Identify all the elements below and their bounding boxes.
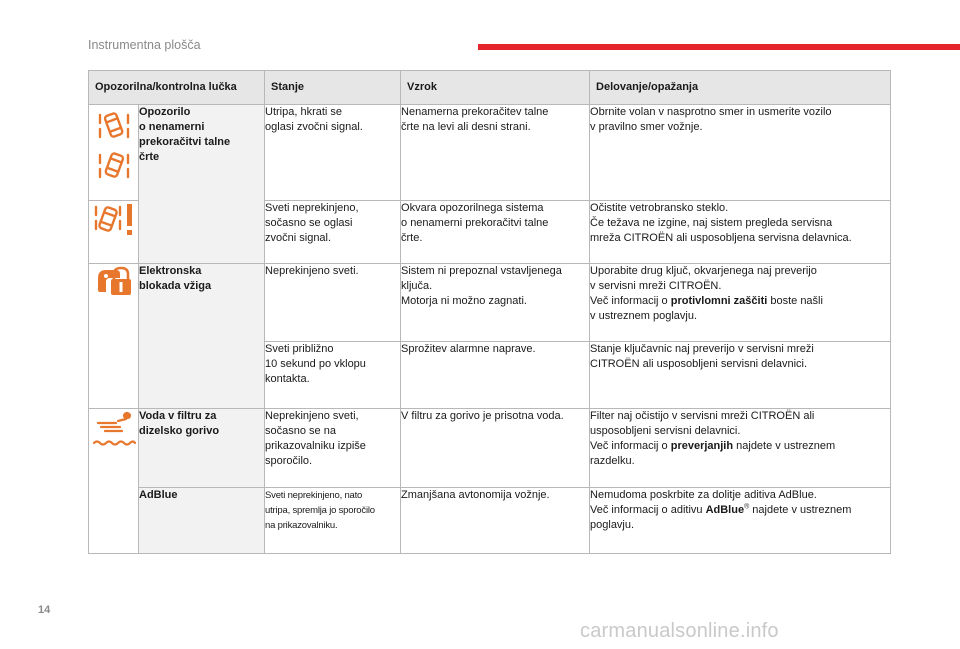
lane-departure-icon	[94, 105, 134, 185]
registered-mark: ®	[744, 503, 750, 511]
state-cell	[265, 488, 401, 554]
header-action: Delovanje/opažanja	[590, 71, 891, 105]
header-light: Opozorilna/kontrolna lučka	[89, 71, 265, 105]
action-cell	[590, 342, 891, 409]
action-text-end: boste našli v ustreznem poglavju.	[590, 295, 823, 322]
action-text: Obrnite volan v nasprotno smer in usmerite vozilo v pravilno smer vožnje.	[590, 106, 832, 133]
table-row	[89, 264, 891, 342]
watermark: carmanualsonline.info	[580, 620, 779, 642]
cause-text: Okvara opozorilnega sistema o nenamerni prekoračitvi talne črte.	[401, 202, 549, 244]
action-cell	[590, 264, 891, 342]
page-number: 14	[38, 604, 51, 616]
cause-text: Zmanjšana avtonomija vožnje.	[401, 489, 550, 501]
cause-cell	[401, 201, 590, 264]
light-name-water	[139, 409, 265, 488]
action-cell	[590, 105, 891, 201]
action-text: Uporabite drug ključ, okvarjenega naj preverijo v servisni mreži CITROËN. Več informacij o	[590, 265, 817, 307]
light-name-immobiliser-label: Elektronska blokada vžiga	[139, 265, 212, 292]
action-text-end: najdete v ustreznem razdelku.	[590, 440, 836, 467]
action-cell	[590, 409, 891, 488]
table-header-row	[89, 71, 891, 105]
state-cell	[265, 264, 401, 342]
warning-lights-table	[88, 70, 891, 554]
header-state: Stanje	[265, 71, 401, 105]
header-accent-bar	[478, 44, 960, 50]
action-emphasis: AdBlue	[705, 504, 745, 516]
action-text: Filter naj očistijo v servisni mreži CITROËN ali usposobljeni servisni delavnici. Več informacij o	[590, 410, 815, 452]
action-emphasis: preverjanjih	[670, 440, 734, 452]
table-row	[89, 488, 891, 554]
table-row	[89, 409, 891, 488]
state-cell	[265, 342, 401, 409]
action-text-end: najdete v ustreznem poglavju.	[590, 504, 852, 531]
action-text: Stanje ključavnic naj preverijo v servisni mreži CITROËN ali usposobljeni servisni delavnici.	[590, 343, 814, 370]
light-name-lane-label: Opozorilo o nenamerni prekoračitvi talne črte	[139, 106, 231, 163]
cause-cell	[401, 342, 590, 409]
light-name-water-label: Voda v filtru za dizelsko gorivo	[139, 410, 220, 437]
cause-text: Nenamerna prekoračitev talne črte na levi ali desni strani.	[401, 106, 549, 133]
section-title: Instrumentna plošča	[88, 38, 201, 52]
state-cell	[265, 409, 401, 488]
cause-text: V filtru za gorivo je prisotna voda.	[401, 410, 564, 422]
state-text: Neprekinjeno sveti.	[265, 265, 359, 277]
action-text: Očistite vetrobransko steklo. Če težava ne izgine, naj sistem pregleda servisna mreža CITROËN ali usposobljena servisna delavnica.	[590, 202, 852, 244]
water-in-fuel-icon	[92, 409, 136, 449]
lane-departure-fault-icon	[92, 201, 136, 241]
cause-cell	[401, 409, 590, 488]
icon-cell	[89, 105, 139, 201]
light-name-immobiliser	[139, 264, 265, 409]
light-name-adblue-label: AdBlue	[139, 489, 178, 501]
cause-text: Sprožitev alarmne naprave.	[401, 343, 536, 355]
immobiliser-key-icon	[94, 264, 134, 298]
light-name-lane	[139, 105, 265, 264]
light-name-adblue	[139, 488, 265, 554]
cause-cell	[401, 264, 590, 342]
action-cell	[590, 488, 891, 554]
action-emphasis: protivlomni zaščiti	[670, 295, 768, 307]
action-text: Nemudoma poskrbite za dolitje aditiva AdBlue. Več informacij o aditivu	[590, 489, 817, 516]
cause-cell	[401, 488, 590, 554]
icon-cell	[89, 201, 139, 264]
state-text: Sveti neprekinjeno, nato utripa, spremlja jo sporočilo na prikazovalniku.	[265, 490, 375, 531]
state-text: Sveti neprekinjeno, sočasno se oglasi zvočni signal.	[265, 202, 359, 244]
table-row	[89, 105, 891, 201]
state-text: Neprekinjeno sveti, sočasno se na prikazovalniku izpiše sporočilo.	[265, 410, 366, 467]
action-cell	[590, 201, 891, 264]
icon-cell	[89, 409, 139, 554]
state-text: Utripa, hkrati se oglasi zvočni signal.	[265, 106, 363, 133]
header-cause: Vzrok	[401, 71, 590, 105]
cause-text: Sistem ni prepoznal vstavljenega ključa. Motorja ni možno zagnati.	[401, 265, 562, 307]
state-text: Sveti približno 10 sekund po vklopu kontakta.	[265, 343, 366, 385]
state-cell	[265, 201, 401, 264]
state-cell	[265, 105, 401, 201]
icon-cell	[89, 264, 139, 409]
cause-cell	[401, 105, 590, 201]
